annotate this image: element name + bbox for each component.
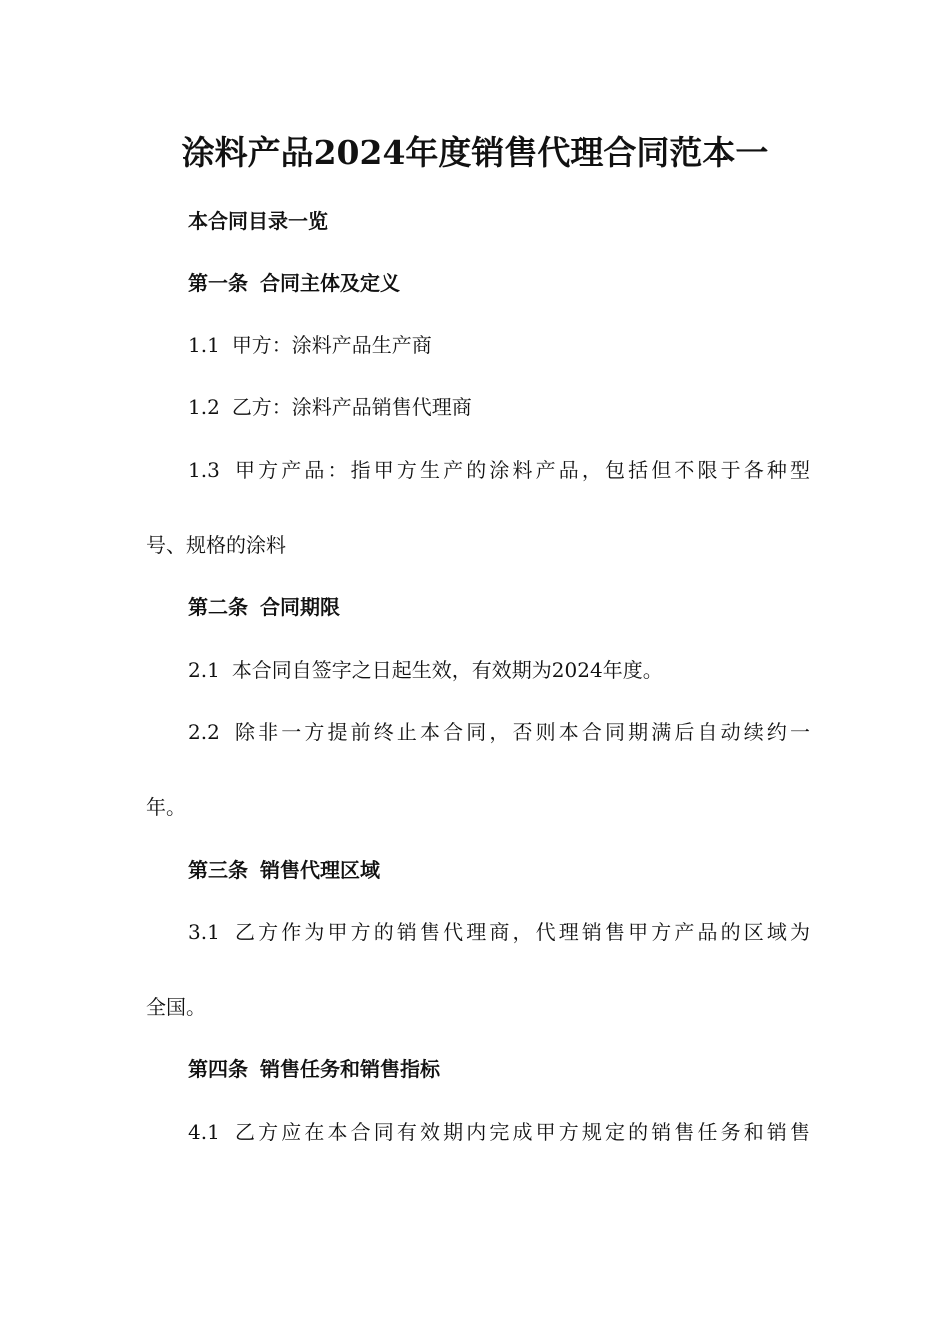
clause-1-3-line-2: 号、规格的涂料: [146, 533, 286, 557]
clause-4-1-line-1: [188, 1117, 810, 1147]
clause-2-1: [188, 655, 810, 685]
article-1-number: 第一条: [188, 271, 248, 295]
clause-4-1-number: 4.1: [188, 1120, 220, 1144]
clause-2-2-line-1: [188, 717, 810, 747]
article-4-number: 第四条: [188, 1057, 248, 1081]
clause-2-2-text: 除非一方提前终止本合同，否则本合同期满后自动续约一: [231, 720, 810, 744]
article-3-title: 销售代理区域: [260, 858, 380, 882]
article-3-heading: [188, 855, 810, 885]
clause-4-1-text: 乙方应在本合同有效期内完成甲方规定的销售任务和销售: [231, 1120, 810, 1144]
clause-3-1-text: 乙方作为甲方的销售代理商，代理销售甲方产品的区域为: [231, 920, 810, 944]
clause-1-1: [188, 330, 810, 360]
clause-1-2: [188, 392, 810, 422]
clause-2-2-number: 2.2: [188, 720, 220, 744]
clause-3-1-line-2: 全国。: [146, 995, 206, 1019]
clause-3-1-number: 3.1: [188, 920, 220, 944]
page-title: 涂料产品2024年度销售代理合同范本一: [181, 133, 769, 172]
article-1-heading: [188, 268, 810, 298]
clause-2-2-line-2: 年。: [146, 795, 186, 819]
clause-1-3-line-1: [188, 455, 810, 485]
article-4-heading: [188, 1054, 810, 1084]
clause-1-3-number: 1.3: [188, 458, 220, 482]
clause-1-1-text: 甲方：涂料产品生产商: [231, 333, 432, 357]
article-1-title: 合同主体及定义: [260, 271, 400, 295]
article-2-heading: [188, 592, 810, 622]
clause-2-1-number: 2.1: [188, 658, 220, 682]
article-2-number: 第二条: [188, 595, 248, 619]
article-4-title: 销售任务和销售指标: [260, 1057, 440, 1081]
clause-1-2-text: 乙方：涂料产品销售代理商: [231, 395, 472, 419]
article-2-title: 合同期限: [260, 595, 340, 619]
article-3-number: 第三条: [188, 858, 248, 882]
toc-heading: 本合同目录一览: [188, 209, 328, 233]
clause-1-2-number: 1.2: [188, 395, 220, 419]
clause-3-1-line-1: [188, 917, 810, 947]
clause-1-3-text: 甲方产品：指甲方生产的涂料产品，包括但不限于各种型: [231, 458, 810, 482]
clause-2-1-text: 本合同自签字之日起生效，有效期为2024年度。: [231, 658, 663, 682]
clause-1-1-number: 1.1: [188, 333, 220, 357]
